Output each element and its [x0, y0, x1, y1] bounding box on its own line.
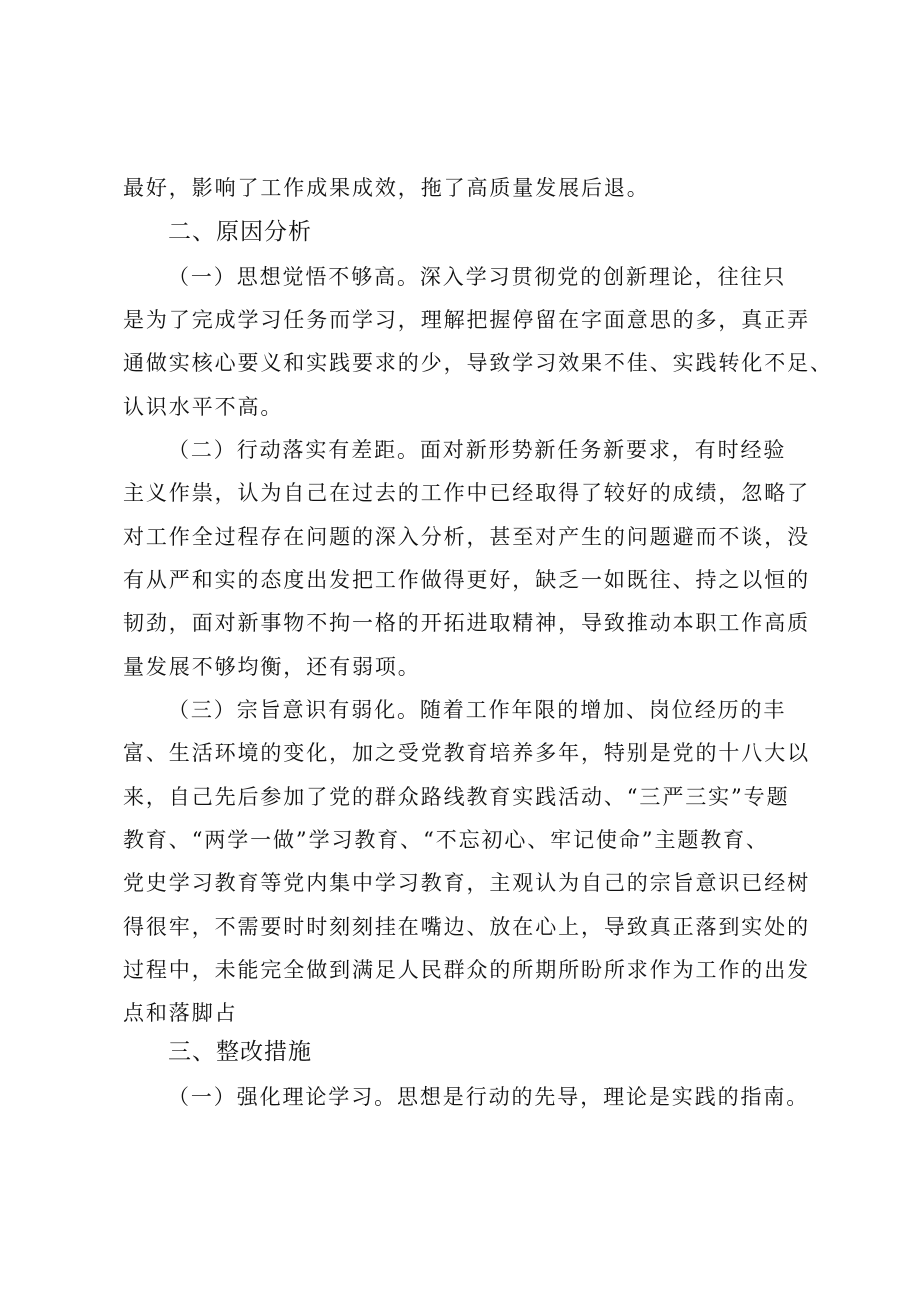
paragraph-line: 最好，影响了工作成果成效，拖了高质量发展后退。: [123, 176, 650, 200]
paragraph-line: 来，自己先后参加了党的群众路线教育实践活动、“三严三实”专题: [123, 785, 790, 809]
paragraph-line: （一）强化理论学习。思想是行动的先导，理论是实践的指南。: [168, 1085, 810, 1109]
paragraph-line: 主义作祟，认为自己在过去的工作中已经取得了较好的成绩，忽略了: [123, 481, 810, 505]
paragraph-line: 有从严和实的态度出发把工作做得更好，缺乏一如既往、持之以恒的: [123, 568, 810, 592]
paragraph-line: （二）行动落实有差距。面对新形势新任务新要求，有时经验: [168, 438, 787, 462]
paragraph-line: 通做实核心要义和实践要求的少，导致学习效果不佳、实践转化不足、: [123, 351, 833, 375]
paragraph-line: 党史学习教育等党内集中学习教育，主观认为自己的宗旨意识已经树: [123, 871, 810, 895]
paragraph-line: 对工作全过程存在问题的深入分析，甚至对产生的问题避而不谈，没: [123, 525, 810, 549]
paragraph-line: （一）思想觉悟不够高。深入学习贯彻党的创新理论，往往只: [168, 265, 787, 289]
section-heading: 三、整改措施: [168, 1039, 312, 1065]
paragraph-line: （三）宗旨意识有弱化。随着工作年限的增加、岗位经历的丰: [168, 698, 787, 722]
paragraph-line: 是为了完成学习任务而学习，理解把握停留在字面意思的多，真正弄: [123, 308, 810, 332]
paragraph-line: 点和落脚占: [123, 1001, 238, 1025]
paragraph-line: 教育、“两学一做”学习教育、“不忘初心、牢记使命”主题教育、: [123, 828, 769, 852]
paragraph-line: 过程中，未能完全做到满足人民群众的所期所盼所求作为工作的出发: [123, 958, 810, 982]
section-heading: 二、原因分析: [168, 219, 312, 245]
paragraph-line: 富、生活环境的变化，加之受党教育培养多年，特别是党的十八大以: [123, 741, 810, 765]
paragraph-line: 认识水平不高。: [123, 395, 284, 419]
paragraph-line: 得很牢，不需要时时刻刻挂在嘴边、放在心上，导致真正落到实处的: [123, 915, 810, 939]
paragraph-line: 量发展不够均衡，还有弱项。: [123, 655, 421, 679]
paragraph-line: 韧劲，面对新事物不拘一格的开拓进取精神，导致推动本职工作高质: [123, 611, 810, 635]
